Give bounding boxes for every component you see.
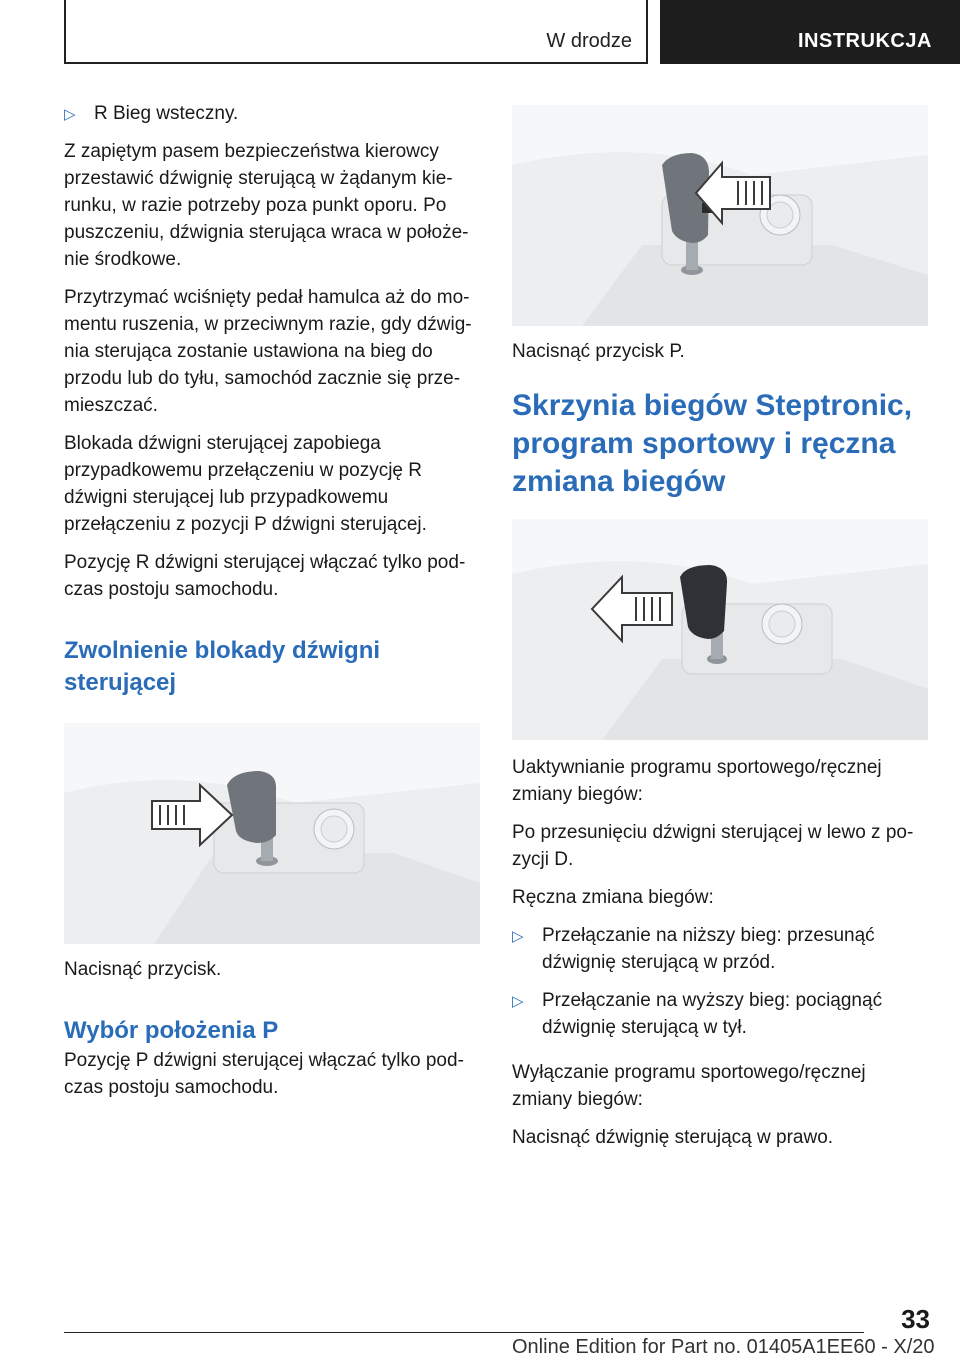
- figure-caption: Nacisnąć przycisk P.: [512, 341, 685, 362]
- bullet-item: [64, 100, 480, 127]
- section-title: W drodze: [546, 30, 632, 52]
- header-chapter-tab[interactable]: [660, 0, 960, 64]
- bullet-item: [512, 922, 928, 976]
- gear-lever-unlock-image: [64, 723, 480, 944]
- gear-lever-left-image: [512, 519, 928, 740]
- paragraph: Ręczna zmiana biegów:: [512, 887, 714, 908]
- paragraph: Z zapiętym pasem bezpieczeństwa kierowcy przestawić dźwignię sterującą w żądanym kierunku, w razie potrzeby poza punkt oporu. Po puszczeniu, dźwignia sterująca wraca w położenie środkowe.: [64, 141, 469, 270]
- footer-divider: [64, 1332, 864, 1333]
- paragraph: Nacisnąć dźwignię sterującą w prawo.: [512, 1127, 834, 1148]
- bullet-text: Przełączanie na niższy bieg: przesunąć dźwignię sterującą w przód.: [542, 925, 875, 973]
- left-column: [64, 100, 480, 1112]
- paragraph: Uaktywnianie programu sportowego/ręcznej zmiany biegów:: [512, 757, 882, 805]
- bullet-item: [512, 987, 928, 1041]
- right-column: [512, 105, 928, 1162]
- section-heading-unlock: Zwolnienie blokady dźwigni sterującej: [64, 637, 381, 696]
- paragraph: Wyłączanie programu sportowego/ręcznej zmiany biegów:: [512, 1062, 866, 1110]
- paragraph: Pozycję R dźwigni sterującej włączać tylko podczas postoju samochodu.: [64, 552, 466, 600]
- page-number: 33: [901, 1304, 930, 1334]
- bullet-triangle-icon: ▷: [512, 928, 524, 945]
- bullet-text: Przełączanie na wyższy bieg: pociągnąć dźwignię sterującą w tył.: [542, 990, 883, 1038]
- bullet-triangle-icon: ▷: [512, 993, 524, 1010]
- gear-lever-p-button-image: [512, 105, 928, 326]
- paragraph: Przytrzymać wciśnięty pedał hamulca aż do momentu ruszenia, w przeciwnym razie, gdy dźwignia sterująca zostanie ustawiona na bieg do przodu lub do tyłu, samochód zacznie się przemieszczać.: [64, 287, 472, 416]
- paragraph: Po przesunięciu dźwigni sterującej w lewo z pozycji D.: [512, 822, 914, 870]
- paragraph: Pozycję P dźwigni sterującej włączać tylko podczas postoju samochodu.: [64, 1050, 464, 1098]
- paragraph: Blokada dźwigni sterującej zapobiega przypadkowemu przełączeniu w pozycję R dźwigni sterującej lub przypadkowemu przełączeniu z pozycji P dźwigni sterującej.: [64, 433, 427, 535]
- section-heading-p: Wybór położenia P: [64, 1017, 279, 1044]
- bullet-text: R Bieg wsteczny.: [94, 103, 239, 124]
- chapter-title: INSTRUKCJA: [798, 30, 932, 52]
- bullet-triangle-icon: ▷: [64, 106, 76, 123]
- header-left-box: [64, 0, 648, 64]
- section-heading-steptronic: Skrzynia biegów Steptronic, program sportowy i ręczna zmiana biegów: [512, 389, 913, 498]
- figure-caption: Nacisnąć przycisk.: [64, 959, 222, 980]
- footer-edition: Online Edition for Part no. 01405A1EE60 - X/20: [512, 1336, 935, 1358]
